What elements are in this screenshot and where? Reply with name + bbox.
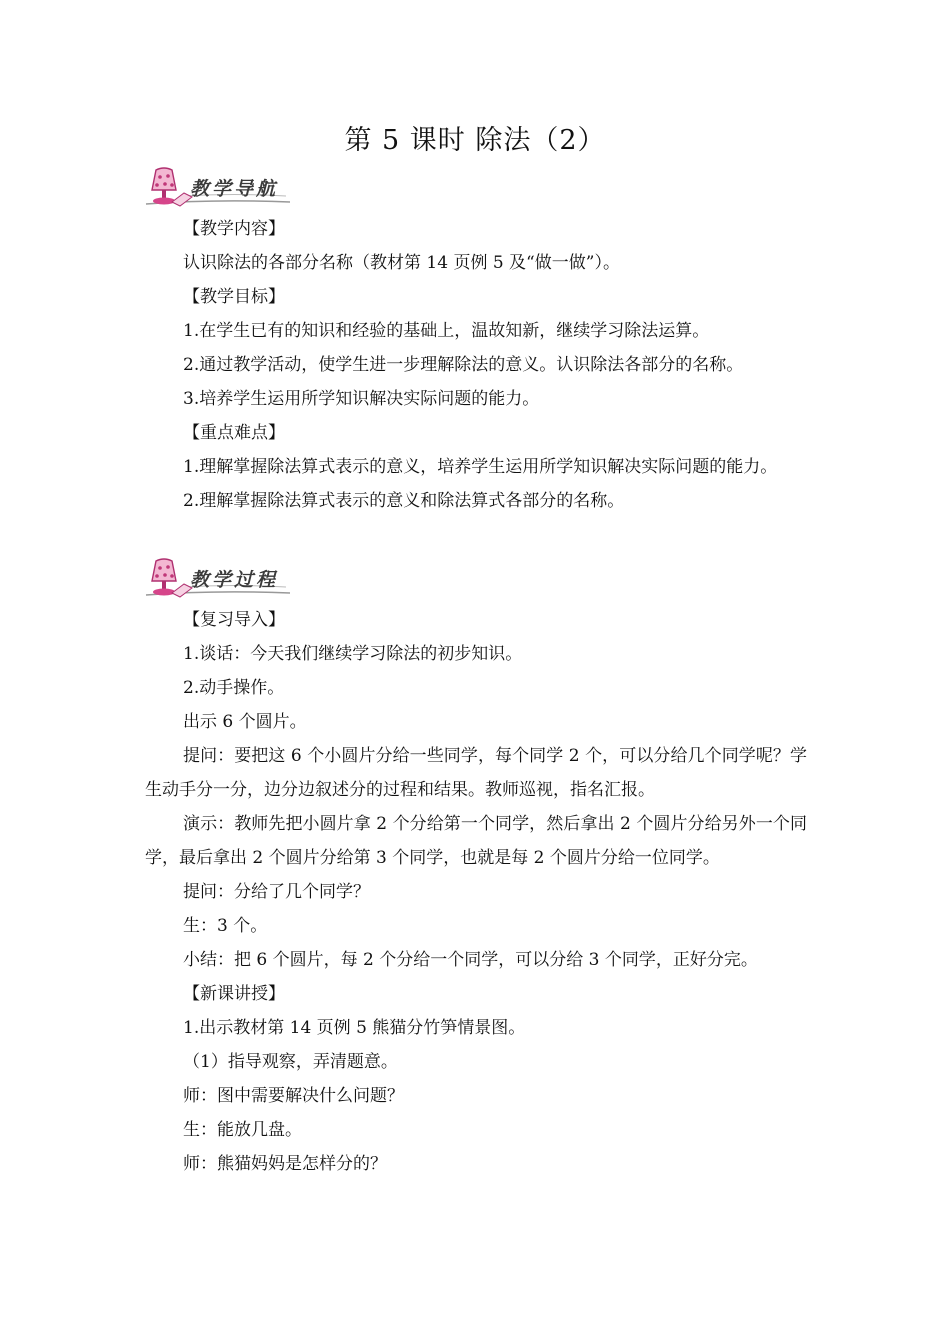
paragraph: 生：3 个。 (183, 916, 268, 936)
process-content (145, 603, 807, 1181)
page-title: 第 5 课时 除法（2） (344, 125, 606, 156)
paragraph: 1.谈话：今天我们继续学习除法的初步知识。 (183, 644, 523, 664)
paragraph: （1）指导观察，弄清题意。 (183, 1052, 398, 1072)
paragraph: 师：图中需要解决什么问题？ (183, 1086, 404, 1106)
paragraph: 认识除法的各部分名称（教材第 14 页例 5 及“做一做”）。 (183, 253, 620, 273)
paragraph: 【新课讲授】 (183, 984, 285, 1004)
paragraph: 【复习导入】 (183, 610, 285, 630)
paragraph: 2.通过教学活动，使学生进一步理解除法的意义。认识除法各部分的名称。 (183, 355, 744, 375)
section-label-guide: 教学导航 (190, 178, 279, 200)
paragraph: 【教学内容】 (183, 219, 285, 239)
paragraph: 1.在学生已有的知识和经验的基础上，温故知新，继续学习除法运算。 (183, 321, 710, 341)
paragraph: 3.培养学生运用所学知识解决实际问题的能力。 (183, 389, 540, 409)
paragraph: 提问：分给了几个同学？ (183, 882, 370, 902)
paragraph: 师：熊猫妈妈是怎样分的？ (183, 1154, 387, 1174)
paragraph: 1.理解掌握除法算式表示的意义，培养学生运用所学知识解决实际问题的能力。 (183, 457, 778, 477)
paragraph: 提问：要把这 6 个小圆片分给一些同学，每个同学 2 个，可以分给几个同学呢？学生动手分一分，边分边叙述分的过程和结果。教师巡视，指名汇报。 (145, 746, 807, 800)
section-label-process: 教学过程 (190, 569, 279, 591)
paragraph: 2.动手操作。 (183, 678, 285, 698)
paragraph: 2.理解掌握除法算式表示的意义和除法算式各部分的名称。 (183, 491, 625, 511)
paragraph: 1.出示教材第 14 页例 5 熊猫分竹笋情景图。 (183, 1018, 526, 1038)
guide-content (145, 212, 807, 518)
paragraph: 演示：教师先把小圆片拿 2 个分给第一个同学，然后拿出 2 个圆片分给另外一个同学，最后拿出 2 个圆片分给第 3 个同学，也就是每 2 个圆片分给一位同学。 (145, 814, 807, 868)
paragraph: 出示 6 个圆片。 (183, 712, 307, 732)
section-header-guide (144, 166, 294, 208)
paragraph: 【重点难点】 (183, 423, 285, 443)
paragraph: 小结：把 6 个圆片，每 2 个分给一个同学，可以分给 3 个同学，正好分完。 (183, 950, 758, 970)
paragraph: 【教学目标】 (183, 287, 285, 307)
section-header-process (144, 557, 294, 599)
paragraph: 生：能放几盘。 (183, 1120, 302, 1140)
